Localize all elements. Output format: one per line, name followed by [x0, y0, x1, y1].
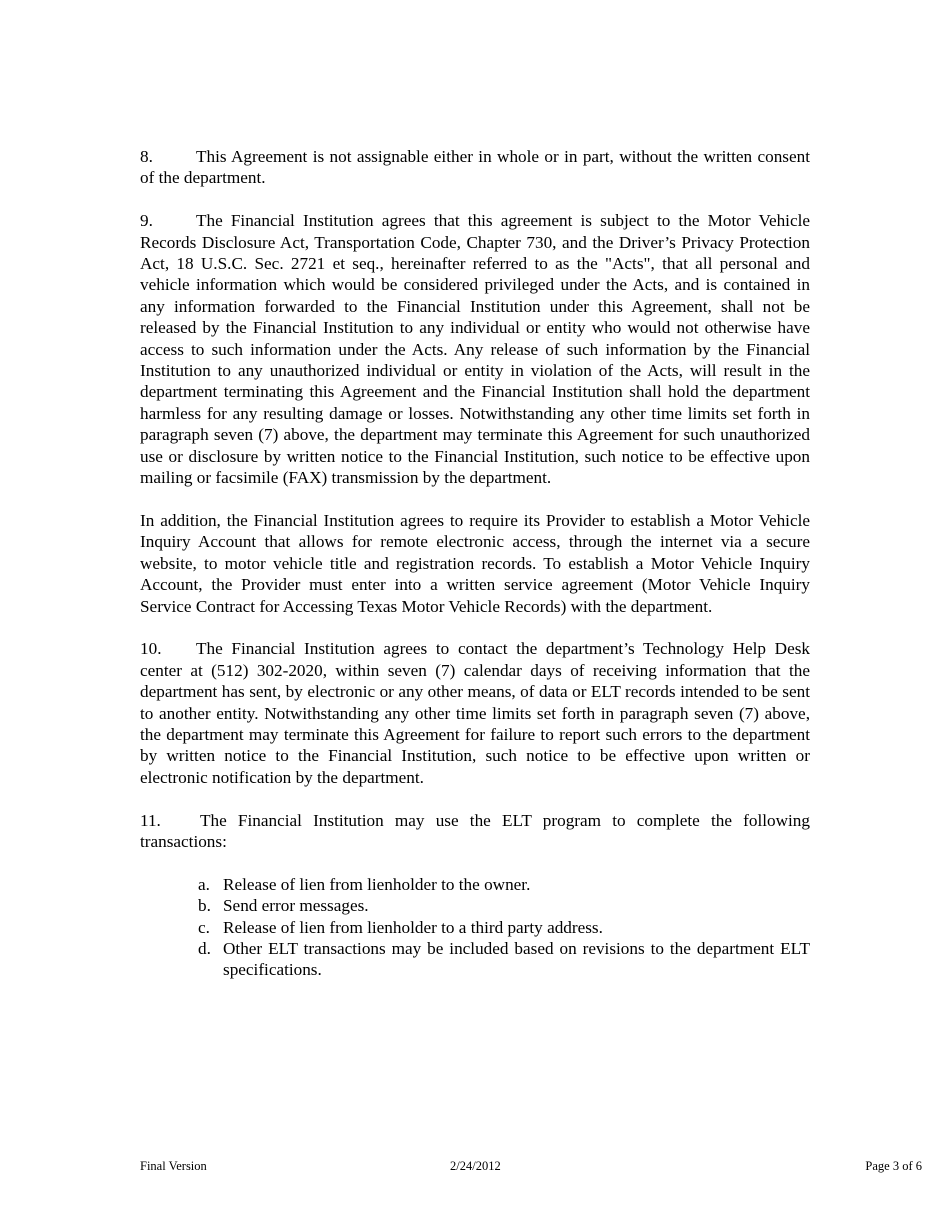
list-item-text: Release of lien from lienholder to the owner.	[223, 874, 531, 894]
list-marker: a.	[198, 874, 210, 894]
transaction-list	[140, 874, 810, 981]
list-item-text: Other ELT transactions may be included based on revisions to the department ELT specifications.	[223, 938, 810, 980]
paragraph-number: 8.	[140, 147, 153, 166]
footer-version: Final Version	[140, 1159, 207, 1173]
list-item-text: Send error messages.	[223, 896, 369, 916]
paragraph-number: 11.	[140, 810, 161, 830]
paragraph-number: 9.	[140, 211, 153, 231]
paragraph-text: The Financial Institution agrees that this agreement is subject to the Motor Vehicle Records Disclosure Act, Transportation Code, Chapter 730, and the Driver’s Privacy Protection Act, 18 U.S.C. Sec. 2721 et seq., hereinafter referred to as the "Acts", that all personal and vehicle information which would be considered privileged under the Acts, and is contained in any information forwarded to the Financial Institution under this Agreement, shall not be released by the Financial Institution to any individual or entity who would not otherwise have access to such information under the Acts. Any release of such information by the Financial Institution to any unauthorized individual or entity in violation of the Acts, will result in the department terminating this Agreement and the Financial Institution shall hold the department harmless for any resulting damage or losses. Notwithstanding any other time limits set forth in paragraph seven (7) above, the department may terminate this Agreement for such unauthorized use or disclosure by written notice to the Financial Institution, such notice to be effective upon mailing or facsimile (FAX) transmission by the department.	[140, 211, 810, 488]
list-marker: d.	[198, 938, 211, 958]
paragraph-text: The Financial Institution may use the ELT program to complete the following transactions:	[140, 810, 810, 851]
list-item	[198, 938, 810, 981]
paragraph-text: The Financial Institution agrees to contact the department’s Technology Help Desk center at (512) 302-2020, within seven (7) calendar days of receiving information that the department has sent, by electronic or any other means, of data or ELT records intended to be sent to another entity. Notwithstanding any other time limits set forth in paragraph seven (7) above, the department may terminate this Agreement for failure to report such errors to the department by written notice to the Financial Institution, such notice to be effective upon written or electronic notification by the department.	[140, 639, 810, 787]
list-marker: b.	[198, 896, 211, 916]
list-marker: c.	[198, 917, 210, 937]
paragraph-11	[140, 810, 810, 853]
paragraph-number: 10.	[140, 639, 162, 659]
list-item-text: Release of lien from lienholder to a third party address.	[223, 917, 603, 937]
paragraph-10	[140, 638, 810, 788]
list-item	[198, 895, 810, 916]
footer-page-number: Page 3 of 6	[865, 1159, 922, 1173]
list-item	[198, 874, 810, 895]
paragraph-9-addition: In addition, the Financial Institution agrees to require its Provider to establish a Motor Vehicle Inquiry Account that allows for remote electronic access, through the internet via a secure website, to motor vehicle title and registration records. To establish a Motor Vehicle Inquiry Account, the Provider must enter into a written service agreement (Motor Vehicle Inquiry Service Contract for Accessing Texas Motor Vehicle Records) with the department.	[140, 510, 810, 616]
list-item	[198, 917, 810, 938]
paragraph-text: This Agreement is not assignable either in whole or in part, without the written consent of the department.	[140, 147, 810, 188]
paragraph-8	[140, 146, 810, 189]
footer-date: 2/24/2012	[450, 1159, 501, 1173]
paragraph-9	[140, 210, 810, 488]
document-body	[140, 146, 810, 981]
